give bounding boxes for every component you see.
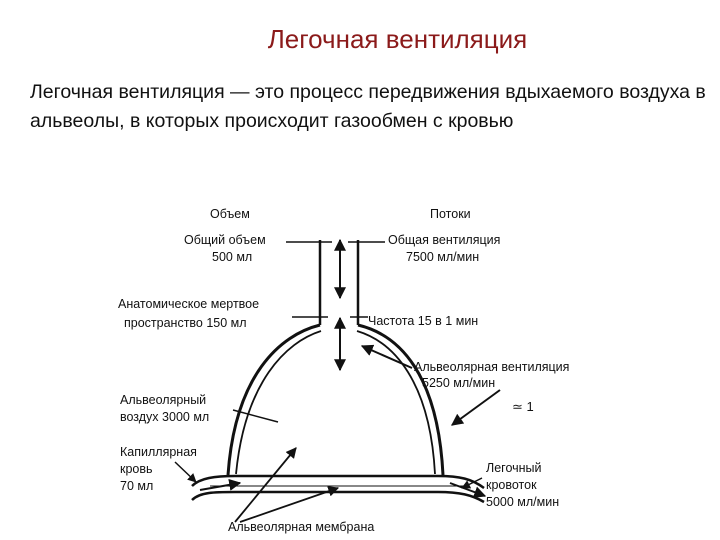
slide-body-text: Легочная вентиляция — это процесс передвижения вдыхаемого воздуха в альвеолы, в которых происходит газообмен с кровью <box>30 81 706 132</box>
diagram-svg <box>100 200 612 540</box>
label-dead-space-2: пространство 150 мл <box>124 316 247 330</box>
label-total-volume-1: Общий объем <box>184 233 266 247</box>
label-alveolar-air-2: воздух 3000 мл <box>120 410 210 424</box>
leader-alveolar-air <box>233 410 278 422</box>
arrow-alveolar-ventilation <box>362 346 412 368</box>
label-alveolar-air-1: Альвеолярный <box>120 393 207 407</box>
label-pulmonary-flow-3: 5000 мл/мин <box>486 495 560 509</box>
label-pulmonary-flow-2: кровоток <box>486 478 537 492</box>
label-total-ventilation-1: Общая вентиляция <box>388 233 501 247</box>
label-flows-header: Потоки <box>430 207 471 221</box>
label-dead-space-1: Анатомическое мертвое <box>118 297 260 311</box>
label-volume-header: Объем <box>210 207 250 221</box>
lung-ventilation-diagram <box>100 200 612 540</box>
arrow-ratio <box>452 390 500 425</box>
label-alveolar-ventilation-2: 5250 мл/мин <box>422 376 496 390</box>
label-frequency: Частота 15 в 1 мин <box>368 314 479 328</box>
label-capillary-blood-2: кровь <box>120 462 153 476</box>
capillary-lower <box>192 492 484 502</box>
label-ratio: ≃ 1 <box>512 399 534 414</box>
label-alveolar-ventilation-1: Альвеолярная вентиляция <box>414 360 570 374</box>
label-capillary-blood-3: 70 мл <box>120 479 154 493</box>
label-capillary-blood-1: Капиллярная <box>120 445 197 459</box>
label-pulmonary-flow-1: Легочный <box>486 461 542 475</box>
label-alveolar-membrane: Альвеолярная мембрана <box>228 520 375 534</box>
label-total-ventilation-2: 7500 мл/мин <box>406 250 480 264</box>
alveolus-dome-outer <box>228 325 443 475</box>
arrow-capillary-blood <box>175 462 196 482</box>
label-total-volume-2: 500 мл <box>212 250 253 264</box>
arrow-membrane-left <box>235 448 296 522</box>
slide-title: Легочная вентиляция <box>267 24 528 54</box>
